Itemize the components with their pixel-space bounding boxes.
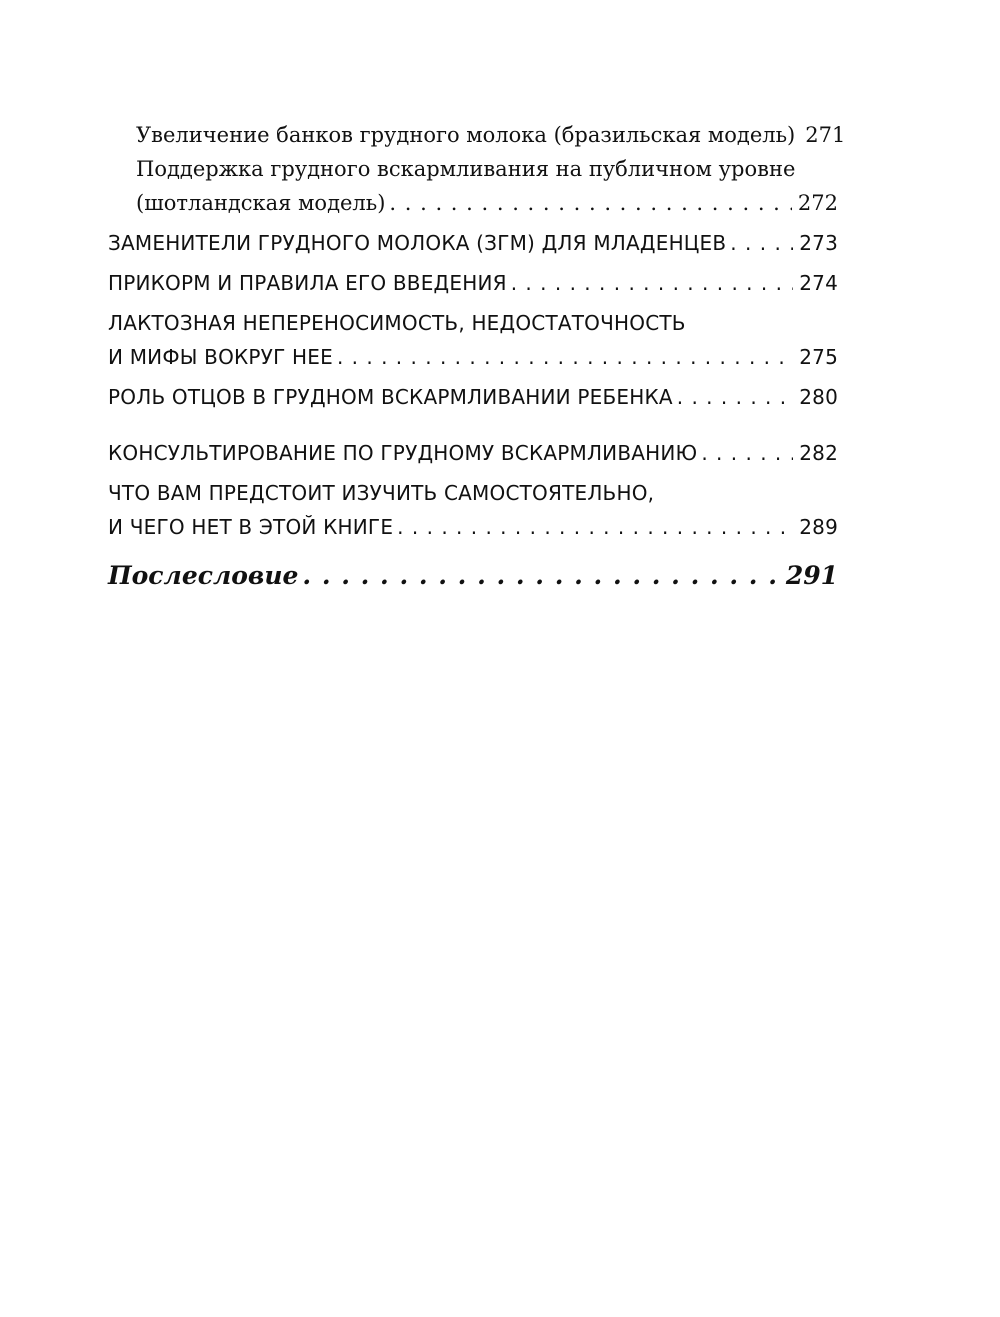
leader-dots: [397, 510, 793, 544]
toc-entry-page: 291: [785, 561, 838, 590]
toc-entry-title-line1: Поддержка грудного вскармливания на публичном уровне: [136, 157, 796, 181]
toc-entry[interactable]: [108, 226, 838, 260]
toc-entry[interactable]: [108, 152, 838, 220]
toc-entry-title: ПРИКОРМ И ПРАВИЛА ЕГО ВВЕДЕНИЯ: [108, 271, 507, 295]
toc-entry-title: КОНСУЛЬТИРОВАНИЕ ПО ГРУДНОМУ ВСКАРМЛИВАНИЮ: [108, 441, 698, 465]
toc-entry[interactable]: [108, 380, 838, 414]
leader-dots: [389, 186, 792, 220]
toc-line: [136, 186, 838, 220]
toc-entry-page: 273: [799, 231, 838, 255]
toc-line: [108, 510, 838, 544]
toc-line: [108, 558, 838, 594]
toc-entry-page: 275: [799, 345, 838, 369]
toc-line: [136, 118, 846, 152]
toc-entry[interactable]: [108, 306, 838, 374]
toc-entry-title: РОЛЬ ОТЦОВ В ГРУДНОМ ВСКАРМЛИВАНИИ РЕБЕНКА: [108, 385, 673, 409]
toc-entry-page: 272: [797, 191, 838, 215]
leader-dots: [701, 436, 793, 470]
toc-entry[interactable]: [108, 476, 838, 544]
toc-entry-title: Послесловие: [108, 561, 299, 590]
toc-entry-page: 289: [799, 515, 838, 539]
toc-entry[interactable]: [108, 266, 838, 300]
toc-entry-title: Увеличение банков грудного молока (бразильская модель): [136, 123, 796, 147]
leader-dots: [302, 558, 779, 594]
toc-entry-page: 280: [799, 385, 838, 409]
leader-dots: [337, 340, 793, 374]
toc-entry-page: 274: [799, 271, 838, 295]
table-of-contents: [108, 118, 846, 594]
toc-line: [108, 266, 838, 300]
toc-entry-title-line1: ЛАКТОЗНАЯ НЕПЕРЕНОСИМОСТЬ, НЕДОСТАТОЧНОСТЬ: [108, 311, 686, 335]
toc-entry-title: И МИФЫ ВОКРУГ НЕЕ: [108, 345, 333, 369]
toc-entry-title: (шотландская модель): [136, 191, 386, 215]
toc-line: [108, 436, 838, 470]
toc-entry-page: 271: [805, 123, 846, 147]
toc-entry-title: ЗАМЕНИТЕЛИ ГРУДНОГО МОЛОКА (ЗГМ) ДЛЯ МЛАДЕНЦЕВ: [108, 231, 727, 255]
leader-dots: [677, 380, 793, 414]
toc-line: [108, 380, 838, 414]
toc-entry[interactable]: [108, 118, 846, 152]
toc-entry-page: 282: [799, 441, 838, 465]
toc-line: [108, 340, 838, 374]
toc-line: [108, 226, 838, 260]
toc-entry-title: И ЧЕГО НЕТ В ЭТОЙ КНИГЕ: [108, 515, 394, 539]
leader-dots: [730, 226, 793, 260]
toc-entry[interactable]: [108, 436, 838, 470]
leader-dots: [511, 266, 794, 300]
toc-entry-title-line1: ЧТО ВАМ ПРЕДСТОИТ ИЗУЧИТЬ САМОСТОЯТЕЛЬНО,: [108, 481, 655, 505]
toc-entry-afterword[interactable]: [108, 558, 838, 594]
